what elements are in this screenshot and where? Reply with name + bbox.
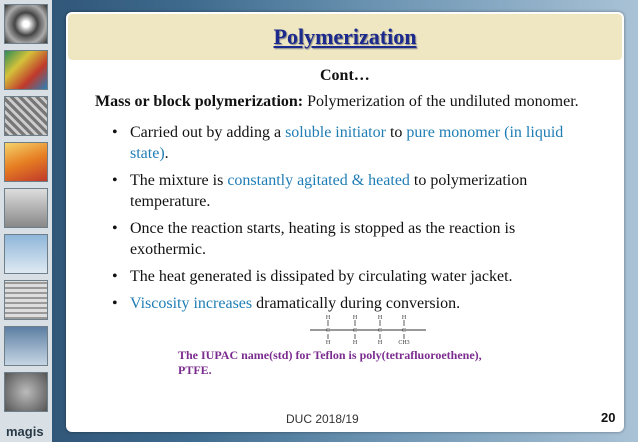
image-sidebar bbox=[0, 0, 52, 442]
intro-line bbox=[95, 93, 579, 111]
highlight-text: soluble initiator bbox=[285, 124, 386, 141]
atom-h: H bbox=[352, 315, 358, 321]
bullet-text: dramatically during conversion. bbox=[252, 295, 461, 312]
airplane-thumbnail bbox=[4, 234, 48, 274]
texture-thumbnail-1 bbox=[4, 96, 48, 136]
polymer-structure bbox=[308, 312, 428, 348]
intro-rest: Polymerization of the undiluted monomer. bbox=[303, 93, 579, 110]
footer-text: DUC 2018/19 bbox=[286, 412, 359, 426]
highlight-text: constantly agitated & heated bbox=[227, 172, 410, 189]
bullet-text: The heat generated is dissipated by circulating water jacket. bbox=[130, 268, 513, 285]
atom-h: H bbox=[325, 340, 331, 346]
slide-title: Polymerization bbox=[273, 24, 417, 49]
atom-h: H bbox=[352, 340, 358, 346]
bullet-list bbox=[112, 122, 592, 320]
bullet-text: to polymerization temperature. bbox=[130, 172, 528, 210]
highlight-text: Viscosity increases bbox=[130, 295, 253, 312]
bullet-text: Once the reaction starts, heating is stopped as the reaction is exothermic. bbox=[130, 220, 516, 258]
bullet-item bbox=[112, 266, 592, 287]
bullet-text: to bbox=[385, 124, 407, 141]
colorful-map-thumbnail bbox=[4, 50, 48, 90]
polymer-structure-svg bbox=[308, 312, 428, 348]
atom-ch3: CH3 bbox=[398, 340, 410, 346]
atom-c: C bbox=[377, 328, 383, 334]
intro-bold: Mass or block polymerization: bbox=[95, 93, 304, 110]
bullet-item bbox=[112, 293, 592, 314]
atom-c: C bbox=[401, 328, 407, 334]
bullet-item bbox=[112, 170, 592, 212]
magis-logo: magis bbox=[6, 424, 44, 439]
turbine-thumbnail bbox=[4, 4, 48, 44]
atom-h: H bbox=[325, 315, 331, 321]
texture-thumbnail-2 bbox=[4, 188, 48, 228]
atom-h: H bbox=[401, 315, 407, 321]
atom-h: H bbox=[377, 315, 383, 321]
bullet-text: The mixture is bbox=[130, 172, 228, 189]
texture-thumbnail-3 bbox=[4, 280, 48, 320]
bullet-text: Carried out by adding a bbox=[130, 124, 286, 141]
bullet-item bbox=[112, 122, 592, 164]
bullet-text: . bbox=[164, 145, 169, 162]
heat-thumbnail bbox=[4, 142, 48, 182]
slide-subtitle: Cont… bbox=[320, 67, 370, 84]
atom-h: H bbox=[377, 340, 383, 346]
wind-turbine-thumbnail bbox=[4, 326, 48, 366]
page-number: 20 bbox=[601, 410, 616, 425]
atom-c: C bbox=[325, 328, 331, 334]
bullet-item bbox=[112, 218, 592, 260]
atom-c: C bbox=[352, 328, 358, 334]
teflon-caption: The IUPAC name(std) for Teflon is poly(tetrafluoroethene), PTFE. bbox=[178, 348, 482, 377]
highlight-text: pure monomer (in liquid state) bbox=[130, 124, 564, 162]
texture-thumbnail-4 bbox=[4, 372, 48, 412]
